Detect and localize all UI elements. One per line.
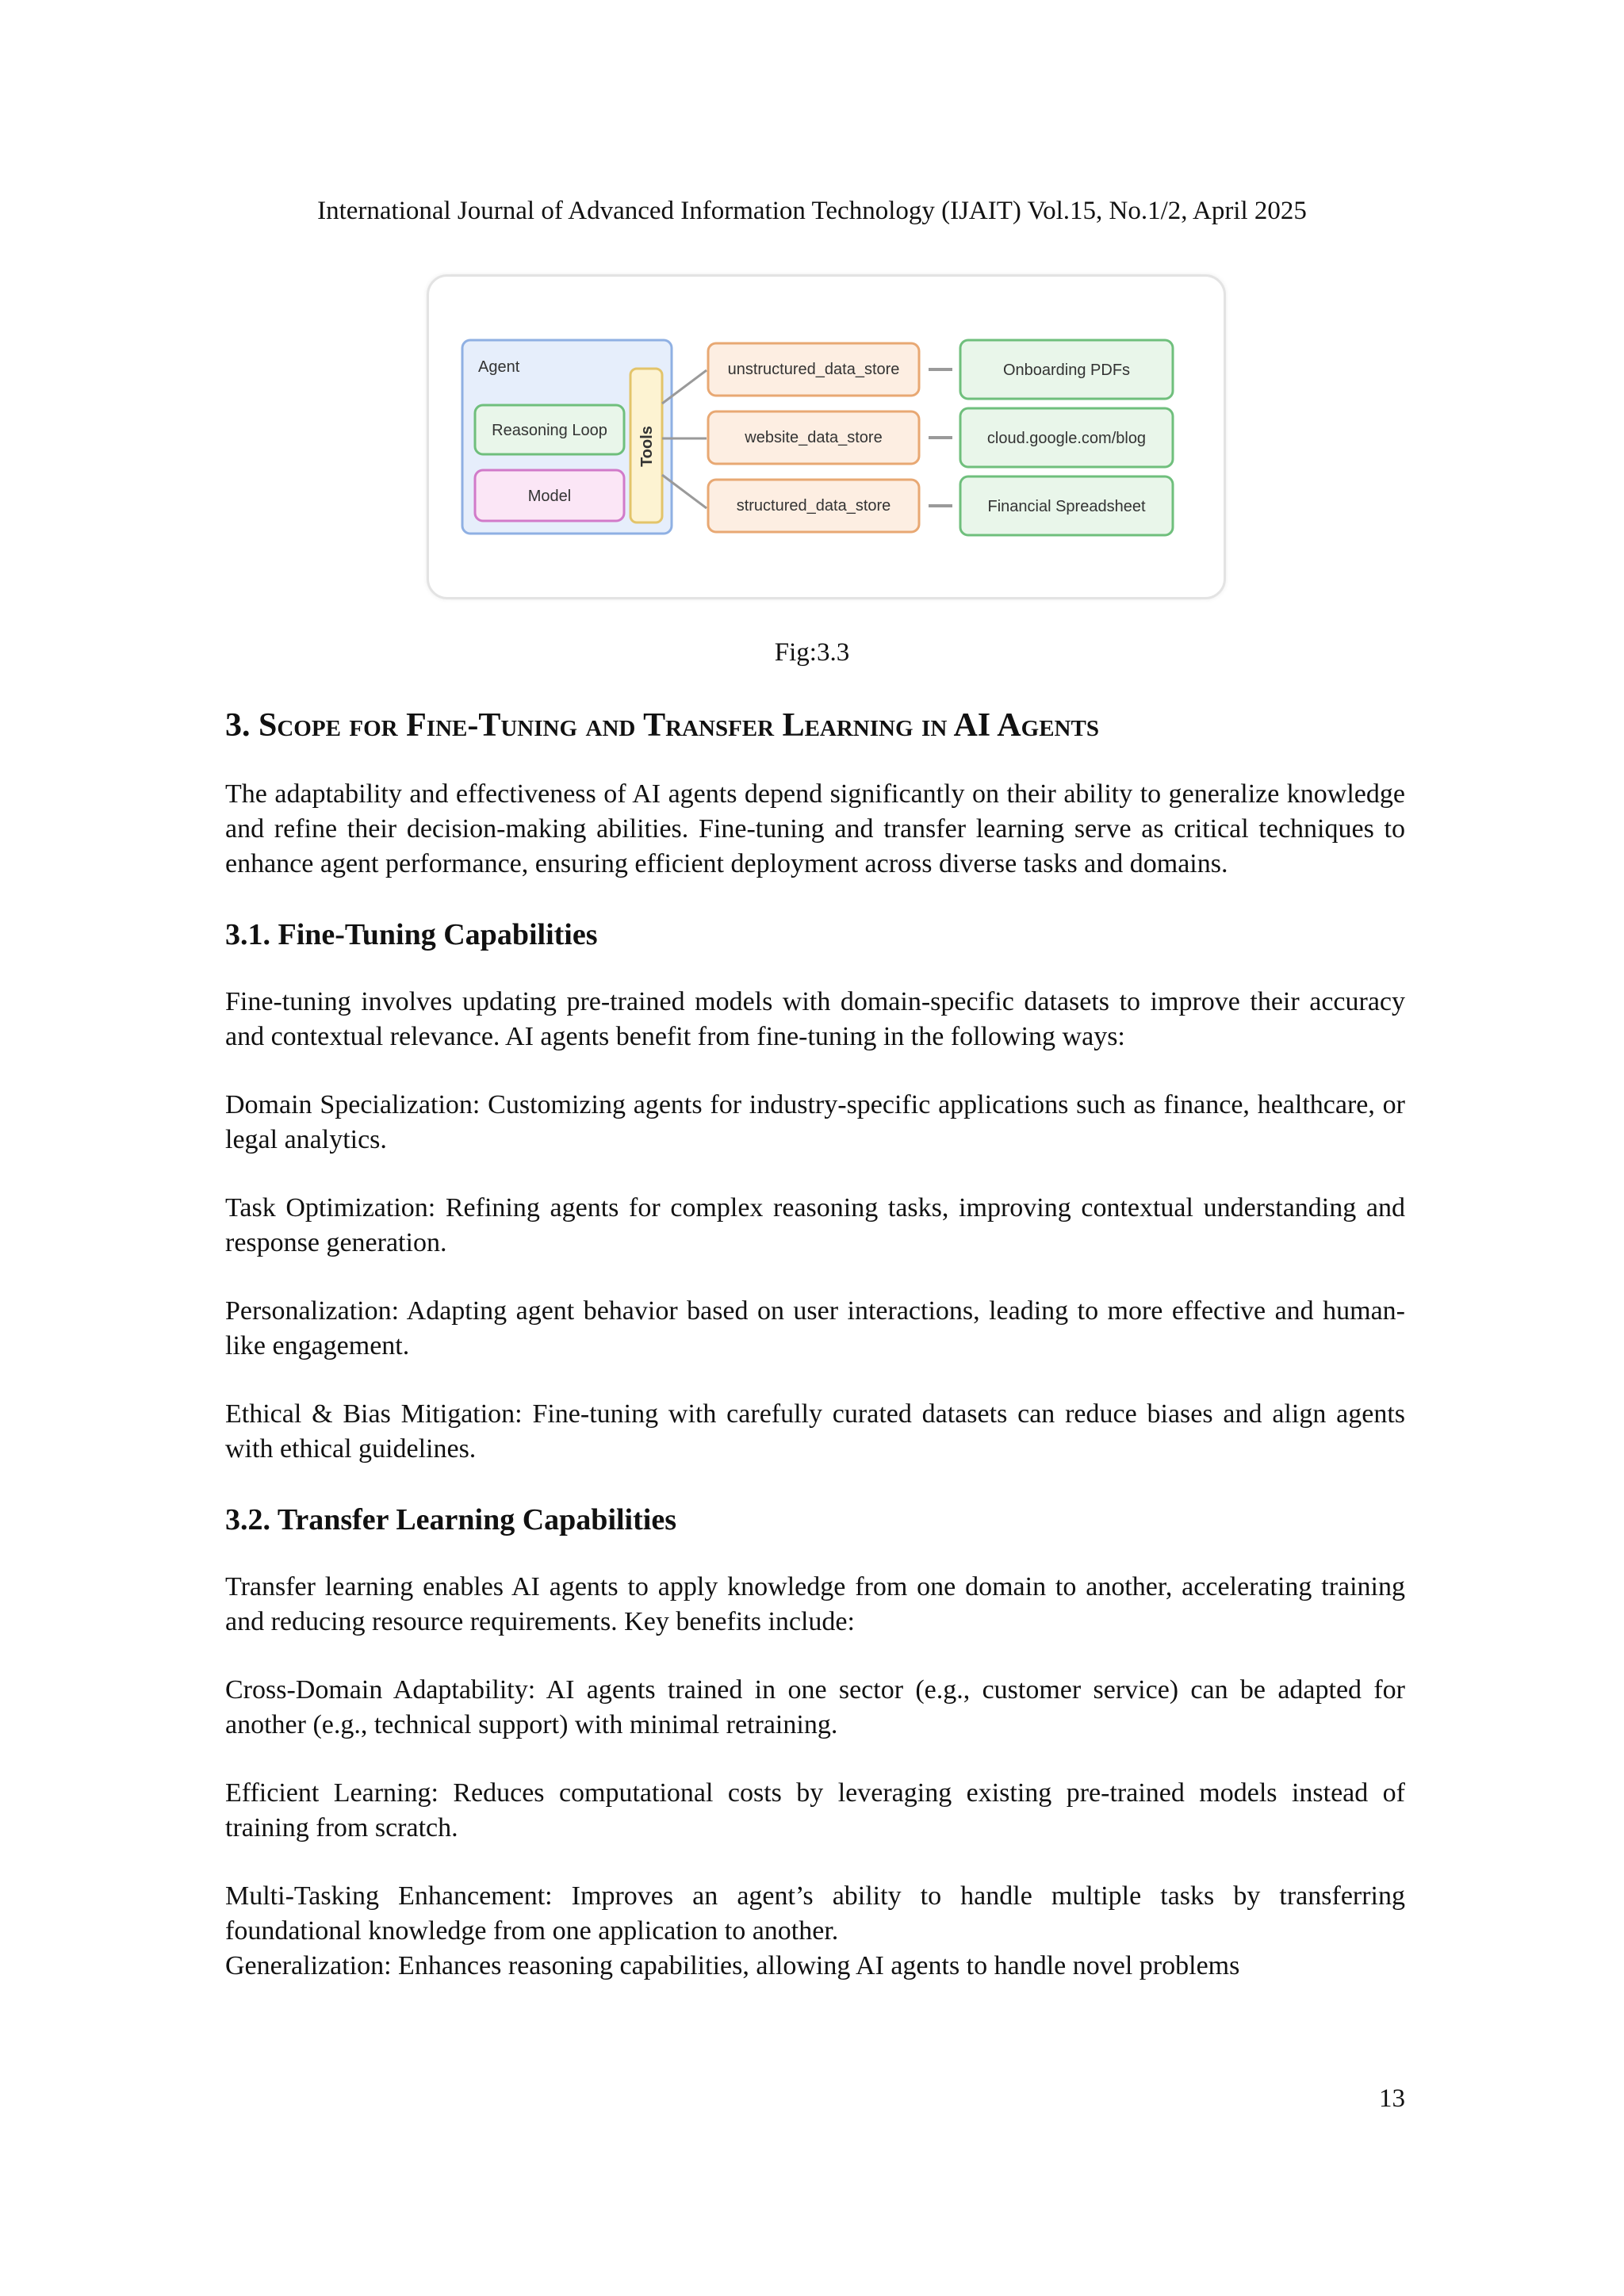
architecture-diagram [429, 277, 1224, 597]
running-header: International Journal of Advanced Information Technology (IJAIT) Vol.15, No.1/2, April 2025 [317, 197, 1307, 225]
transfer-point: Cross-Domain Adaptability: AI agents trained in one sector (e.g., customer service) can be adapted for another (e.g., technical support) with minimal retraining. [225, 1675, 1405, 1739]
store-label-3: structured_data_store [736, 497, 891, 515]
fine-tuning-point: Domain Specialization: Customizing agents for industry-specific applications such as finance, healthcare, or legal analytics. [225, 1090, 1405, 1154]
source-label-3: Financial Spreadsheet [987, 498, 1146, 515]
figure-agent-architecture [427, 274, 1226, 599]
tools-label: Tools [638, 426, 656, 467]
fine-tuning-point: Ethical & Bias Mitigation: Fine-tuning with carefully curated datasets can reduce biases and align agents with ethical guidelines. [225, 1399, 1405, 1464]
subsection-heading-transfer-learning: 3.2. Transfer Learning Capabilities [225, 1503, 676, 1536]
section-intro-paragraph: The adaptability and effectiveness of AI agents depend significantly on their ability to generalize knowledge and refine their decision-making abilities. Fine-tuning and transfer learning serve as critical techniques to enhance agent performance, ensuring efficient deployment across diverse tasks and domains. [225, 779, 1405, 878]
transfer-point: Generalization: Enhances reasoning capabilities, allowing AI agents to handle novel problems [225, 1951, 1240, 1980]
article-body [225, 704, 1405, 1984]
store-label-2: website_data_store [745, 429, 883, 446]
transfer-point: Efficient Learning: Reduces computational costs by leveraging existing pre-trained models instead of training from scratch. [225, 1778, 1405, 1843]
source-label-2: cloud.google.com/blog [986, 430, 1147, 447]
figure-caption: Fig:3.3 [774, 638, 850, 667]
reasoning-loop-label: Reasoning Loop [492, 422, 607, 439]
fine-tuning-point: Task Optimization: Refining agents for complex reasoning tasks, improving contextual understanding and response generation. [225, 1193, 1405, 1257]
transfer-intro-paragraph: Transfer learning enables AI agents to apply knowledge from one domain to another, accelerating training and reducing resource requirements. Key benefits include: [225, 1572, 1405, 1636]
page-number: 13 [1379, 2084, 1405, 2113]
subsection-heading-fine-tuning: 3.1. Fine-Tuning Capabilities [225, 918, 598, 951]
store-label-1: unstructured_data_store [727, 361, 900, 378]
fine-tuning-intro-paragraph: Fine-tuning involves updating pre-trained models with domain-specific datasets to improve their accuracy and contextual relevance. AI agents benefit from fine-tuning in the following ways: [225, 987, 1405, 1051]
model-label: Model [527, 488, 572, 505]
fine-tuning-point: Personalization: Adapting agent behavior based on user interactions, leading to more effective and human-like engagement. [225, 1296, 1405, 1360]
transfer-point: Multi-Tasking Enhancement: Improves an agent’s ability to handle multiple tasks by transferring foundational knowledge from one application to another. [225, 1881, 1405, 1946]
section-heading: 3. Scope for Fine-Tuning and Transfer Learning in AI Agents [225, 707, 1099, 744]
source-label-1: Onboarding PDFs [1002, 362, 1131, 379]
agent-label: Agent [478, 358, 520, 376]
